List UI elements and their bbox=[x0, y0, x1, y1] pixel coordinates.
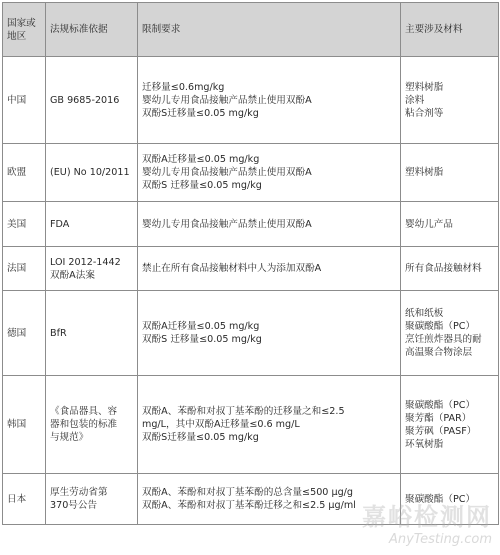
requirement-line: 双酚S 迁移量≤0.05 mg/kg bbox=[142, 334, 262, 345]
watermark-en: AnyTesting.com bbox=[388, 532, 492, 547]
cell-country: 韩国 bbox=[3, 376, 46, 474]
cell-country: 日本 bbox=[3, 474, 46, 525]
material-line: 塑料树脂 bbox=[405, 167, 444, 178]
material-line: 聚芳酯（PAR） bbox=[405, 412, 472, 424]
requirement-line: 迁移量≤0.6mg/kg bbox=[142, 81, 225, 93]
requirement-line: 双酚A、苯酚和对叔丁基苯酚的总含量≤500 μg/g bbox=[142, 487, 353, 498]
table-row bbox=[3, 291, 499, 376]
requirement-line: 双酚A、苯酚和对叔丁基苯酚的迁移量之和≤2.5 bbox=[142, 406, 345, 417]
cell-country: 欧盟 bbox=[3, 144, 46, 202]
requirement-line: 双酚A迁移量≤0.05 mg/kg bbox=[142, 154, 260, 165]
cell-requirements bbox=[138, 474, 401, 525]
material-line: 聚碳酸酯（PC） bbox=[405, 399, 476, 411]
material-line: 高温聚合物涂层 bbox=[405, 347, 473, 358]
cell-basis: 厚生劳动省第 370号公告 bbox=[46, 474, 138, 525]
requirement-line: 双酚S迁移量≤0.05 mg/kg bbox=[142, 107, 259, 119]
material-line: 聚芳砜（PASF） bbox=[405, 425, 477, 437]
requirement-line: 婴幼儿专用食品接触产品禁止使用双酚A bbox=[142, 94, 312, 106]
material-line: 烹饪煎炸器具的耐 bbox=[405, 334, 482, 345]
watermark-cn: 嘉峪检测网 bbox=[362, 503, 492, 531]
header-basis: 法规标准依据 bbox=[46, 3, 138, 57]
header-requirements: 限制要求 bbox=[138, 3, 401, 57]
cell-basis: 《食品器具、容 器和包装的标准 与规范》 bbox=[46, 376, 138, 474]
cell-materials bbox=[401, 376, 499, 474]
table-row bbox=[3, 144, 499, 202]
regulation-table bbox=[2, 2, 499, 525]
table-row bbox=[3, 376, 499, 474]
requirement-line: 双酚A、苯酚和对叔丁基苯酚迁移之和≤2.5 μg/ml bbox=[142, 500, 356, 511]
cell-basis: BfR bbox=[46, 291, 138, 376]
table-body bbox=[3, 57, 499, 525]
material-line: 婴幼儿产品 bbox=[405, 218, 453, 230]
cell-country: 美国 bbox=[3, 202, 46, 247]
requirement-line: 双酚S迁移量≤0.05 mg/kg bbox=[142, 432, 259, 443]
requirement-line: 双酚S 迁移量≤0.05 mg/kg bbox=[142, 180, 262, 191]
material-line: 粘合剂等 bbox=[405, 107, 444, 119]
requirement-line: 婴幼儿专用食品接触产品禁止使用双酚A bbox=[142, 167, 312, 178]
cell-country: 德国 bbox=[3, 291, 46, 376]
cell-requirements bbox=[138, 376, 401, 474]
material-line: 环氧树脂 bbox=[405, 438, 444, 450]
header-materials: 主要涉及材料 bbox=[401, 3, 499, 57]
cell-basis: LOI 2012-1442 双酚A法案 bbox=[46, 247, 138, 291]
material-line: 塑料树脂 bbox=[405, 81, 444, 93]
cell-country: 中国 bbox=[3, 57, 46, 144]
material-line: 聚碳酸酯（PC） bbox=[405, 493, 476, 505]
requirement-line: 婴幼儿专用食品接触产品禁止使用双酚A bbox=[142, 218, 312, 230]
cell-requirements bbox=[138, 57, 401, 144]
material-line: 涂料 bbox=[405, 94, 425, 106]
table-row bbox=[3, 247, 499, 291]
material-line: 所有食品接触材料 bbox=[405, 263, 482, 274]
table-row bbox=[3, 474, 499, 525]
requirement-line: mg/L，其中双酚A迁移量≤0.6 mg/L bbox=[142, 419, 300, 430]
cell-materials bbox=[401, 144, 499, 202]
cell-requirements bbox=[138, 247, 401, 291]
cell-materials bbox=[401, 57, 499, 144]
cell-country: 法国 bbox=[3, 247, 46, 291]
cell-requirements bbox=[138, 291, 401, 376]
cell-materials bbox=[401, 291, 499, 376]
table-row bbox=[3, 202, 499, 247]
cell-materials bbox=[401, 247, 499, 291]
cell-basis: FDA bbox=[46, 202, 138, 247]
cell-materials bbox=[401, 474, 499, 525]
requirement-line: 禁止在所有食品接触材料中人为添加双酚A bbox=[142, 263, 322, 274]
requirement-line: 双酚A迁移量≤0.05 mg/kg bbox=[142, 321, 260, 332]
cell-basis: GB 9685-2016 bbox=[46, 57, 138, 144]
table-row bbox=[3, 57, 499, 144]
cell-basis: (EU) No 10/2011 bbox=[46, 144, 138, 202]
cell-materials bbox=[401, 202, 499, 247]
material-line: 纸和纸板 bbox=[405, 308, 444, 319]
header-country: 国家或地区 bbox=[3, 3, 46, 57]
cell-requirements bbox=[138, 144, 401, 202]
material-line: 聚碳酸酯（PC） bbox=[405, 321, 476, 332]
cell-requirements bbox=[138, 202, 401, 247]
table-header-row bbox=[3, 3, 499, 57]
